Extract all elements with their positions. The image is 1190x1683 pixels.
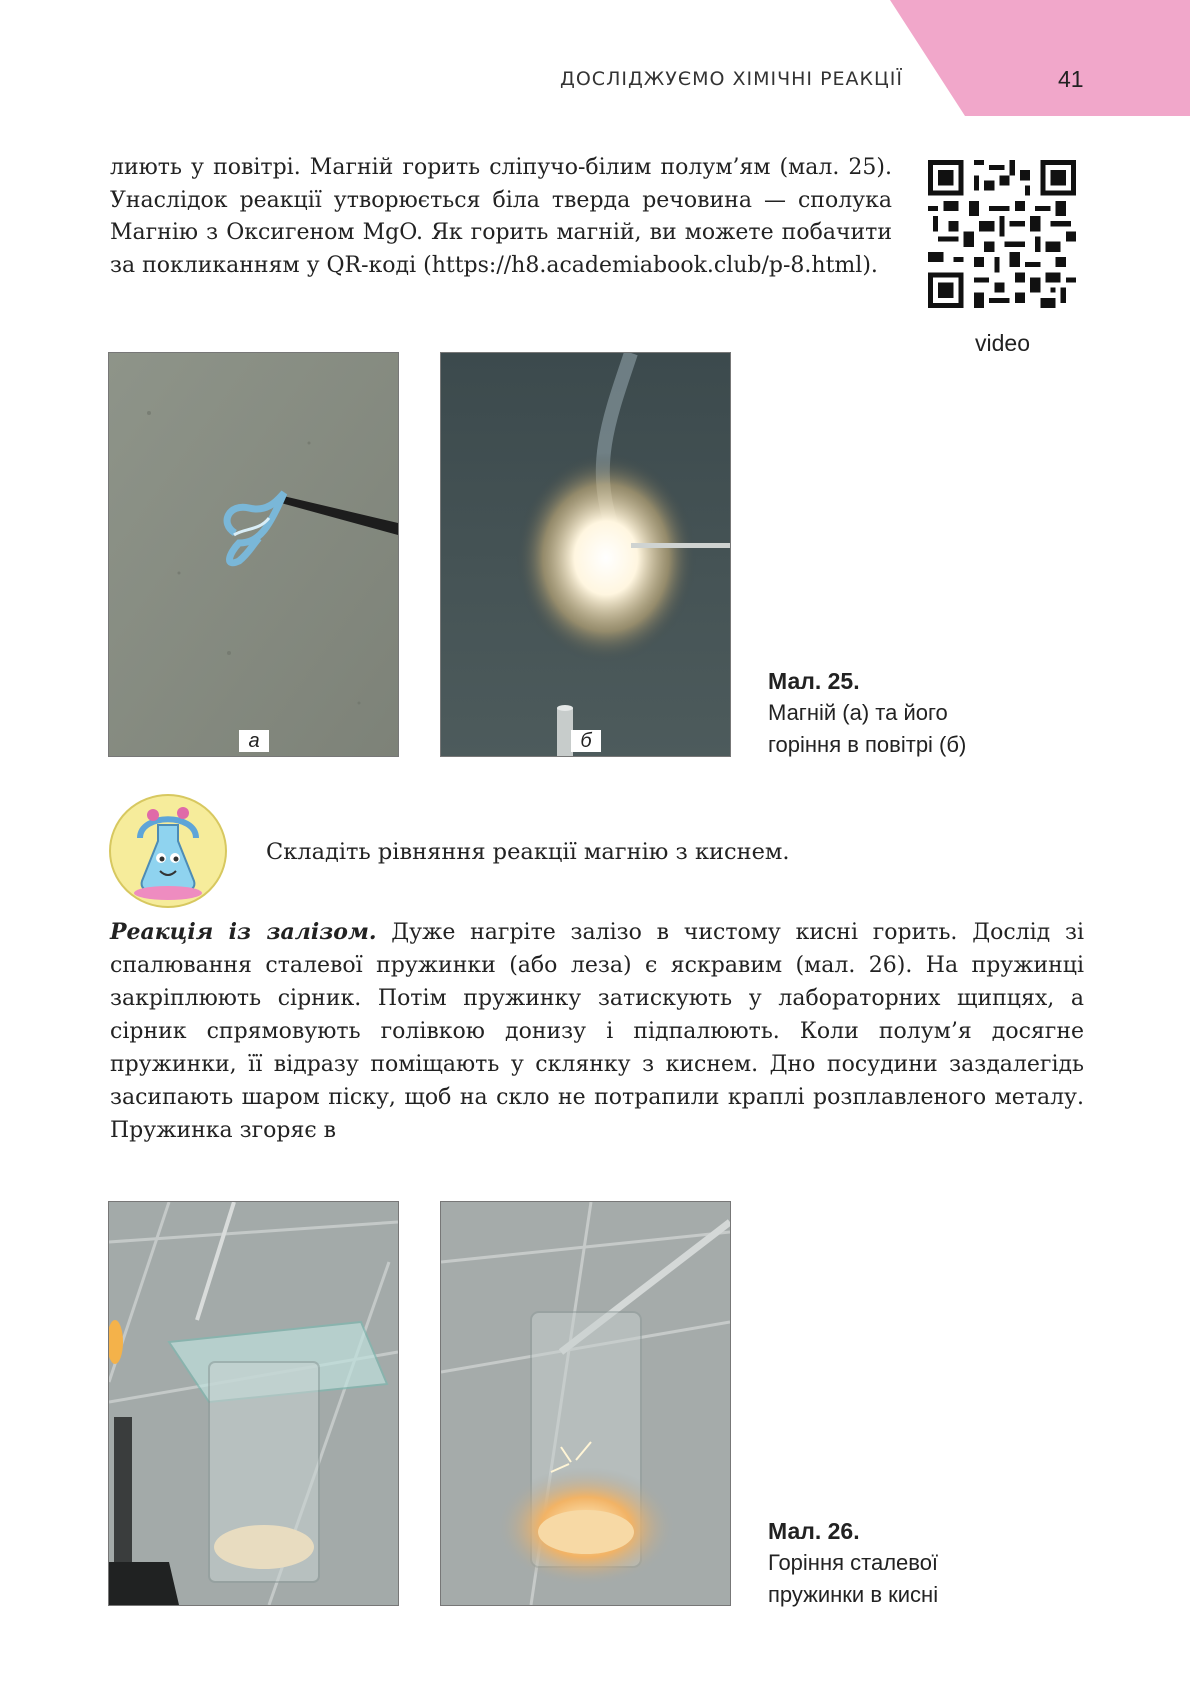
figure25-number: Мал. 25. xyxy=(768,668,860,694)
figure25-photo-b xyxy=(440,352,731,757)
qr-code-icon[interactable] xyxy=(928,160,1076,308)
page-number: 41 xyxy=(1058,66,1084,92)
running-header: ДОСЛІДЖУЄМО ХІМІЧНІ РЕАКЦІЇ xyxy=(560,68,903,90)
figure26-caption-line1: Горіння сталевої xyxy=(768,1550,939,1575)
qr-caption: video xyxy=(975,330,1030,356)
figure26-photo-right xyxy=(440,1201,731,1606)
figure26-caption xyxy=(768,1515,938,1611)
iron-paragraph-text: Дуже нагріте залізо в чистому кисні горить. Дослід зі спалювання сталевої пружинки (або леза) є яскравим (мал. 26). На пружинці закріплюють сірник. Потім пружинку затискують у лабораторних щипцях, а сірник спрямовують голівкою донизу і підпалюють. Коли полум’я досягне пружинки, її відразу поміщають у склянку з киснем. Дно посудини заздалегідь засипають шаром піску, щоб на скло не потрапили краплі розплавленого металу. Пружинка згоряє в xyxy=(110,920,1084,1143)
figure25-label-b: б xyxy=(571,730,601,752)
intro-text: лиють у повітрі. Магній горить сліпучо-білим полум’ям (мал. 25). Унаслідок реакції утворюється біла тверда речовина — сполука Магнію з Оксигеном MgO. Як горить магній, ви можете побачити за покликанням у QR-коді (https://h8.academiabook.club/p-8.html). xyxy=(110,155,892,278)
figure25-caption xyxy=(768,665,966,761)
figure25-photo-a xyxy=(108,352,399,757)
figure25-caption-line2: горіння в повітрі (б) xyxy=(768,732,967,757)
figure25-label-a: а xyxy=(239,730,269,752)
flask-mascot-icon xyxy=(108,793,228,909)
figure26-caption-line2: пружинки в кисні xyxy=(768,1582,939,1607)
task-text: Складіть рівняння реакції магнію з киснем. xyxy=(266,839,790,865)
figure26-photo-left xyxy=(108,1201,399,1606)
corner-accent xyxy=(890,0,1190,116)
intro-paragraph xyxy=(110,152,892,282)
figure26-number: Мал. 26. xyxy=(768,1518,860,1544)
figure25-caption-line1: Магній (а) та його xyxy=(768,700,948,725)
iron-paragraph xyxy=(110,916,1084,1147)
iron-paragraph-lead-in: Реакція із залізом. xyxy=(110,919,377,945)
